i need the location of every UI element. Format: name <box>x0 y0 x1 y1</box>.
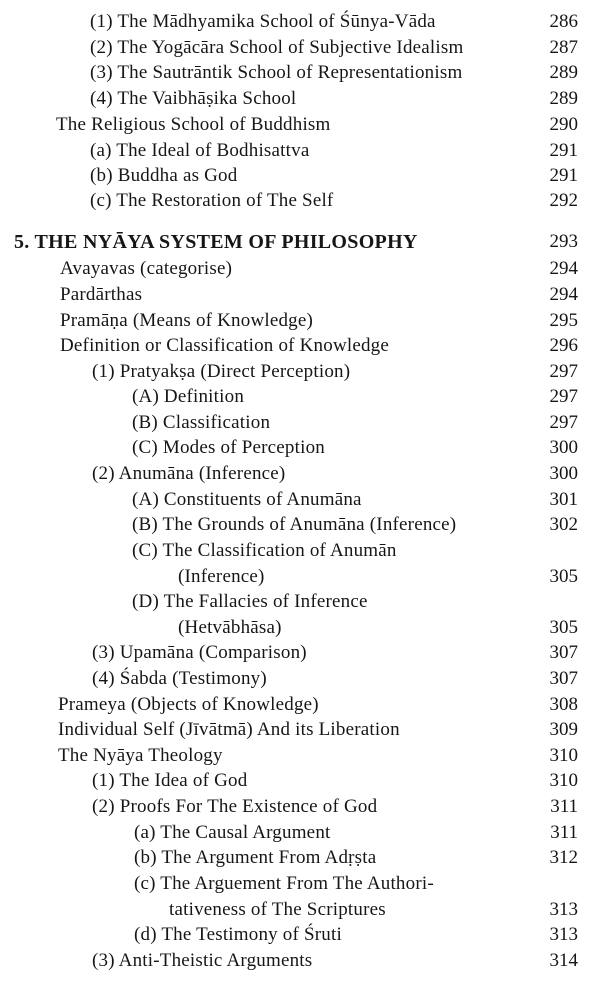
toc-entry <box>0 871 600 897</box>
toc-entry-title: (C) Modes of Perception <box>132 437 325 458</box>
toc-entry-page: 302 <box>549 514 578 535</box>
toc-entry-page: 286 <box>549 11 578 32</box>
toc-entry <box>0 256 600 282</box>
toc-entry-title: (D) The Fallacies of Inference <box>132 591 368 612</box>
toc-entry-title: (4) Śabda (Testimony) <box>92 668 267 689</box>
chapter-heading <box>0 229 600 255</box>
toc-entry-page: 289 <box>549 88 578 109</box>
toc-entry-page: 292 <box>549 190 578 211</box>
toc-entry <box>0 692 600 718</box>
toc-entry-title: (A) Definition <box>132 386 245 407</box>
toc-entry-page: 311 <box>550 796 578 817</box>
toc-entry-title: Prameya (Objects of Knowledge) <box>58 694 319 715</box>
toc-entry-page: 313 <box>549 924 578 945</box>
toc-entry <box>0 512 600 538</box>
toc-entry-title: (Inference) <box>178 566 265 587</box>
toc-entry-page: 310 <box>549 770 578 791</box>
toc-entry-title: (1) The Mādhyamika School of Śūnya-Vāda <box>90 11 436 32</box>
toc-entry-page: 305 <box>549 617 578 638</box>
toc-entry-title: Avayavas (categorise) <box>60 258 233 279</box>
toc-entry-title: Individual Self (Jīvātmā) And its Liberation <box>58 719 400 740</box>
toc-entry <box>0 845 600 871</box>
toc-entry-title: (c) The Arguement From The Authori- <box>134 873 434 894</box>
toc-entry-page: 301 <box>549 489 578 510</box>
toc-entry <box>0 359 600 385</box>
toc-entry-title: (2) Proofs For The Existence of God <box>92 796 378 817</box>
toc-entry <box>0 308 600 334</box>
toc-entry <box>0 640 600 666</box>
toc-entry-title: The Nyāya Theology <box>58 745 223 766</box>
toc-entry-title: (b) Buddha as God <box>90 165 238 186</box>
toc-entry-title: Pardārthas <box>60 284 143 305</box>
toc-entry <box>0 461 600 487</box>
toc-entry-page: 310 <box>549 745 578 766</box>
toc-entry-page: 295 <box>549 310 578 331</box>
toc-entry-page: 289 <box>549 62 578 83</box>
toc-entry <box>0 163 600 189</box>
toc-entry <box>0 717 600 743</box>
toc-entry-page: 290 <box>549 114 578 135</box>
toc-entry-title: (2) Anumāna (Inference) <box>92 463 286 484</box>
toc-entry-page: 307 <box>549 668 578 689</box>
toc-entry <box>0 820 600 846</box>
toc-entry <box>0 589 600 615</box>
toc-entry-title: Definition or Classification of Knowledge <box>60 335 390 356</box>
toc-entry-page: 308 <box>549 694 578 715</box>
toc-entry <box>0 86 600 112</box>
toc-entry-page: 294 <box>549 284 578 305</box>
toc-entry <box>0 60 600 86</box>
toc-entry-page: 296 <box>549 335 578 356</box>
chapter-title: 5. THE NYĀYA SYSTEM OF PHILOSOPHY <box>14 231 418 253</box>
toc-entry-page: 309 <box>549 719 578 740</box>
toc-entry-title: (3) Upamāna (Comparison) <box>92 642 307 663</box>
toc-entry-title: (2) The Yogācāra School of Subjective Idealism <box>90 37 464 58</box>
toc-entry <box>0 112 600 138</box>
toc-entry <box>0 188 600 214</box>
toc-entry-page: 300 <box>549 463 578 484</box>
toc-entry-title: (Hetvābhāsa) <box>178 617 282 638</box>
toc-entry-title: The Religious School of Buddhism <box>56 114 331 135</box>
toc-entry <box>0 743 600 769</box>
toc-entry <box>0 922 600 948</box>
toc-entry-title: (b) The Argument From Adṛṣta <box>134 847 377 868</box>
toc-entry-page: 297 <box>549 386 578 407</box>
toc-entry-title: Pramāṇa (Means of Knowledge) <box>60 310 314 331</box>
toc-entry <box>0 35 600 61</box>
toc-entry <box>0 333 600 359</box>
toc-entry-title: (1) The Idea of God <box>92 770 248 791</box>
toc-entry-page: 294 <box>549 258 578 279</box>
toc-entry-title: (d) The Testimony of Śruti <box>134 924 342 945</box>
toc-entry <box>0 9 600 35</box>
toc-entry-title: (4) The Vaibhāṣika School <box>90 88 297 109</box>
toc-entry <box>0 435 600 461</box>
toc-entry-page: 291 <box>549 140 578 161</box>
toc-entry-page: 313 <box>549 899 578 920</box>
toc-entry-page: 293 <box>549 231 578 252</box>
toc-entry <box>0 666 600 692</box>
toc-entry-title: (1) Pratyakṣa (Direct Perception) <box>92 361 351 382</box>
toc-entry-title: (A) Constituents of Anumāna <box>132 489 362 510</box>
toc-entry-page: 297 <box>549 412 578 433</box>
toc-entry-page: 314 <box>549 950 578 971</box>
toc-entry-page: 305 <box>549 566 578 587</box>
toc-entry-title: (C) The Classification of Anumān <box>132 540 397 561</box>
toc-entry-page: 291 <box>549 165 578 186</box>
toc-entry-title: (3) The Sautrāntik School of Representationism <box>90 62 463 83</box>
toc-entry <box>0 282 600 308</box>
toc-entry-title: (a) The Ideal of Bodhisattva <box>90 140 310 161</box>
toc-entry <box>0 768 600 794</box>
toc-entry <box>0 948 600 974</box>
toc-entry <box>0 794 600 820</box>
toc-entry-continuation <box>0 897 600 923</box>
toc-entry <box>0 538 600 564</box>
toc-entry-page: 287 <box>549 37 578 58</box>
toc-entry <box>0 487 600 513</box>
toc-entry <box>0 410 600 436</box>
toc-entry-page: 300 <box>549 437 578 458</box>
toc-entry-page: 297 <box>549 361 578 382</box>
toc-entry <box>0 384 600 410</box>
toc-entry-continuation <box>0 615 600 641</box>
toc-entry-title: (c) The Restoration of The Self <box>90 190 334 211</box>
toc-entry-title: (a) The Causal Argument <box>134 822 331 843</box>
toc-entry-page: 307 <box>549 642 578 663</box>
toc-entry <box>0 138 600 164</box>
toc-entry-title: (B) Classification <box>132 412 271 433</box>
toc-entry-page: 312 <box>549 847 578 868</box>
toc-entry-title: tativeness of The Scriptures <box>169 899 386 920</box>
toc-entry-title: (3) Anti-Theistic Arguments <box>92 950 313 971</box>
toc-entry-title: (B) The Grounds of Anumāna (Inference) <box>132 514 457 535</box>
toc-entry-page: 311 <box>550 822 578 843</box>
toc-entry-continuation <box>0 564 600 590</box>
